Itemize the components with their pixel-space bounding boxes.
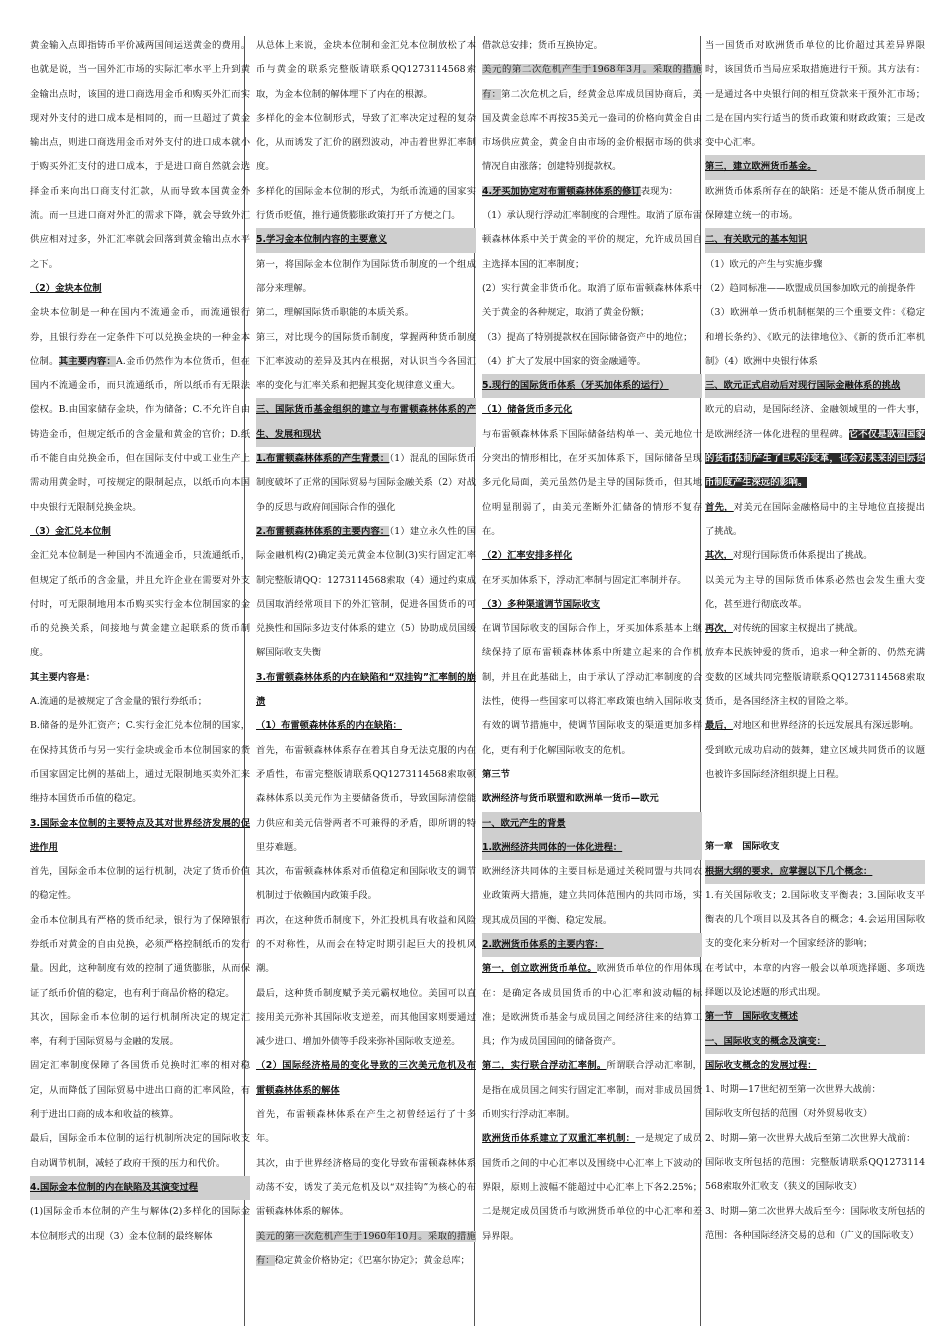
paragraph: 以美元为主导的国际货币体系必然也会发生重大变化，甚至进行彻底改革。 xyxy=(705,574,925,610)
paragraph: (1)国际金币本位制的产生与解体(2)多样化的国际金本位制形式的出现（3）金本位制的最终解体 xyxy=(30,1206,250,1242)
key-phrase: 欧洲货币体系建立了双重汇率机制： xyxy=(482,1133,636,1145)
chapter-title: 第一章 国际收支 xyxy=(705,841,780,853)
section-title: 第一节 国际收支概述 xyxy=(705,1005,925,1029)
paragraph: 欧洲经济共同体的主要目标是通过关税同盟与共同农业政策两大措施，建立共同体范围内的共同市场，实现其成员国的平衡、稳定发展。 xyxy=(482,866,702,926)
text-column-1 xyxy=(30,34,250,1249)
paragraph: （1）承认现行浮动汇率制度的合理性。取消了原布雷顿森林体系中关于黄金的平价的规定，允许成员国自主选择本国的汇率制度； xyxy=(482,210,702,270)
paragraph: 1.布雷顿森林体系的产生背景：（1）混乱的国际货币制度破坏了正常的国际贸易与国际金融关系（2）对战争的反思与政府间国际合作的强化 xyxy=(256,453,476,513)
text-column-3 xyxy=(482,34,702,1249)
text-column-4 xyxy=(705,34,925,1248)
paragraph: 欧洲货币体系所存在的缺陷：还是不能从货币制度上保障建立统一的市场。 xyxy=(705,185,925,222)
paragraph: 第一，将国际金本位制作为国际货币制度的一个组成部分来理解。 xyxy=(256,258,476,294)
key-phrase: 第一，创立欧洲货币单位。 xyxy=(482,963,597,975)
spacer xyxy=(705,787,925,835)
paragraph: 4.牙买加协定对布雷顿森林体系的修订表现为： xyxy=(482,185,678,197)
paragraph: B.储备的是外汇资产；C.实行金汇兑本位制的国家，在保持其货币与另一实行金块或金币本位制国家的货币国家固定比例的基础上，通过无限制地买卖外汇来维持本国货币币值的稳定。 xyxy=(30,720,250,805)
paragraph: 金币本位制具有严格的货币纪录，银行为了保障银行券纸币对黄金的自由兑换，必须严格控制纸币的发行量。因此，这种制度有效的控制了通货膨胀，从而保证了纸币价值的稳定，也有利于商品价格的稳定。 xyxy=(30,914,250,999)
paragraph: 黄金输入点即指铸币平价减两国间运送黄金的费用。也就是说，当一国外汇市场的实际汇率水平上升到黄金输出点时，该国的进口商选用金币和购买外汇而实现对外支付的进口成本是相同的，而一旦超过了黄金输出点，则进口商选用金币对外支付的进口成本就小于购买外汇支付的进口成本，于是进口商自然就会选择金币来向出口商支付汇款，从而导致本国黄金外流。而一旦进口商对外汇的需求下降，就会导致外汇供应相对过多，外汇汇率就会回落到黄金输出点水平之下。 xyxy=(30,40,250,270)
paragraph: 第二，实行联合浮动汇率制。所谓联合浮动汇率制，是指在成员国之间实行固定汇率制，而对非成员国货币则实行浮动汇率制。 xyxy=(482,1060,702,1121)
paragraph: 第一，创立欧洲货币单位。欧洲货币单位的作用体现在：是确定各成员国货币的中心汇率和波动幅的标准；是欧洲货币基金与成员国之间经济往来的结算工具；作为成员国国间的储备资产。 xyxy=(482,963,702,1048)
key-phrase: 第二，实行联合浮动汇率制。 xyxy=(482,1060,607,1072)
paragraph: 第二，理解国际货币职能的本质关系。 xyxy=(256,307,415,319)
key-phrase: 4.牙买加协定对布雷顿森林体系的修订 xyxy=(482,185,641,197)
paragraph: 从总体上来说，金块本位制和金汇兑本位制放松了本币与黄金的联系完整版请联系QQ1273114568索取，为金本位制的解体埋下了内在的根源。 xyxy=(256,40,476,100)
paragraph: 多样化的国际金本位制的形式，为纸币流通的国家实行货币贬值，推行通货膨胀政策打开了方便之门。 xyxy=(256,185,476,222)
paragraph: 在调节国际收支的国际合作上，牙买加体系基本上继续保持了原布雷顿森林体系中所建立起来的合作机制，并且在此基础上，由于承认了浮动汇率制度的合法性，使得一些国家可以将汇率政策也纳入国际收支有效的调节措施中，使调节国际收支的渠道更加多样化，更有利于化解国际收支的危机。 xyxy=(482,623,702,756)
paragraph: 2、时期—第一次世界大战后至第二次世界大战前： xyxy=(705,1132,916,1144)
paragraph: 美元的第二次危机产生于1968年3月。采取的措施有：第二次危机之后，经黄金总库成员国协商后，美国及黄金总库不再按35美元一盎司的价格向黄金自由市场供应黄金，黄金自由市场的金价根据市场的供求情况自由涨落；创建特别提款权。 xyxy=(482,64,702,173)
paragraph: 其次，国际金币本位制的运行机制所决定的规定汇率，有利于国际贸易与金融的发展。 xyxy=(30,1011,250,1048)
paragraph: 放弃本民族钟爱的货币，追求一种全新的、仍然充满变数的区域共同完整版请联系QQ1273114568索取货币，是各国经济主权的冒险之举。 xyxy=(705,647,925,708)
highlighted-text: 美元的第一次危机产生于1960年10月。 xyxy=(256,1230,428,1242)
section-heading: 一、国际收支的概念及演变： xyxy=(705,1030,925,1054)
paragraph: （3）提高了特别提款权在国际储备资产中的地位； xyxy=(482,331,693,343)
paragraph: 1、时期—17世纪初至第一次世界大战前： xyxy=(705,1084,881,1096)
paragraph: 国际收支所包括的范围（对外贸易收支） xyxy=(705,1108,873,1120)
paragraph: A.流通的是被规定了含金量的银行券纸币； xyxy=(30,696,208,708)
paragraph: 借款总安排；货币互换协定。 xyxy=(482,40,603,51)
highlighted-text: 美元的第二次危机产生于1968年3月。采取的措施有： xyxy=(482,64,702,100)
paragraph: 最后，对地区和世界经济的长远发展具有深远影响。 xyxy=(705,720,919,732)
paragraph: 首先，国际金币本位制的运行机制，决定了货币价值的稳定性。 xyxy=(30,866,250,902)
paragraph: 美元的第一次危机产生于1960年10月。采取的措施有：稳定黄金价格协定；《巴塞尔协定》；黄金总库； xyxy=(256,1230,476,1266)
section-heading: 5.现行的国际货币体系（牙买加体系的运行） xyxy=(482,374,702,398)
section-heading: 3.国际金本位制的主要特点及其对世界经济发展的促进作用 xyxy=(30,817,250,853)
paragraph: 在考试中，本章的内容一般会以单项选择题、多项选择题以及论述题的形式出现。 xyxy=(705,962,925,998)
paragraph: 在牙买加体系下，浮动汇率制与固定汇率制并存。 xyxy=(482,574,687,586)
paragraph: 欧元的启动，是国际经济、金融领域里的一件大事，是欧洲经济一体化进程的里程碑。它不仅是欧盟国家的货币体制产生了巨大的变革，也会对未来的国际货币制度产生深远的影响。 xyxy=(705,404,925,489)
chapter-heading: 二、有关欧元的基本知识 xyxy=(705,228,925,252)
section-heading: 3.布雷顿森林体系的内在缺陷和“双挂钩”汇率制的崩溃 xyxy=(256,671,476,708)
text-column-2 xyxy=(256,34,476,1273)
section-heading: （2）金块本位制 xyxy=(30,282,102,294)
chapter-heading: 一、欧元产生的背景 xyxy=(482,812,702,836)
paragraph: 其次，对现行国际货币体系提出了挑战。 xyxy=(705,550,873,562)
chapter-heading: 三、欧元正式启动后对现行国际金融体系的挑战 xyxy=(705,374,925,398)
paragraph: （3）欧洲单一货币机制框架的三个重要文件：《稳定和增长条约》、《欧元的法律地位》、《新的货币汇率机制》（4）欧洲中央银行体系 xyxy=(705,307,925,367)
key-phrase: 再次， xyxy=(705,623,733,635)
paragraph: 第三，对比现今的国际货币制度，掌握两种货币制度下汇率波动的差异及其内在根据，对认识当今各国汇率的变化与汇率关系和把握其变化规律意义重大。 xyxy=(256,331,476,392)
section-number: 第三节 xyxy=(482,768,510,780)
paragraph: 多样化的金本位制形式，导致了汇率决定过程的复杂化，从而诱发了汇价的剧烈波动，冲击着世界汇率制度。 xyxy=(256,112,476,173)
section-heading: 2.欧洲货币体系的主要内容： xyxy=(482,933,702,957)
section-heading: 5.学习金本位制内容的主要意义 xyxy=(256,228,476,252)
highlighted-text: 它不仅是欧盟国家的货币体制产生了巨大的变革，也会对未来的国际货币制度产生深远的影响。 xyxy=(705,428,925,489)
paragraph: 最后，这种货币制度赋予美元霸权地位。美国可以直接用美元弥补其国际收支逆差，而其他国家则要通过减少进口、增加外债等手段来弥补国际收支逆差。 xyxy=(256,987,476,1048)
paragraph: 金汇兑本位制是一种国内不流通金币，只流通纸币，但规定了纸币的含金量，并且允许企业在需要对外支付时，可无限制地用本币购买实行金本位制国家的金币的兑换关系，间接地与黄金建立起联系的货币制度。 xyxy=(30,550,250,659)
paragraph: 受到欧元成功启动的鼓舞，建立区域共同货币的议题也被许多国际经济组织提上日程。 xyxy=(705,744,925,780)
highlighted-text: 采取的措施有： xyxy=(256,1230,476,1266)
key-phrase: 1.布雷顿森林体系的产生背景： xyxy=(256,453,390,465)
chapter-heading: 三、国际货币基金组织的建立与布雷顿森林体系的产生、发展和现状 xyxy=(256,398,476,447)
key-phrase: 2.布雷顿森林体系的主要内容： xyxy=(256,525,390,537)
paragraph: 首先，对美元在国际金融格局中的主导地位直接提出了挑战。 xyxy=(705,501,925,537)
key-phrase: 最后， xyxy=(705,720,733,732)
subheading: （1）布雷顿森林体系的内在缺陷： xyxy=(256,720,402,732)
paragraph: 再次，在这种货币制度下，外汇投机具有收益和风险的不对称性，从而会在特定时期引起巨大的投机风潮。 xyxy=(256,914,476,975)
section-title: 欧洲经济与货币联盟和欧洲单一货币—欧元 xyxy=(482,793,659,805)
section-heading: 1.欧洲经济共同体的一体化进程： xyxy=(482,836,702,860)
paragraph: （4）扩大了发展中国家的资金融通等。 xyxy=(482,355,646,367)
paragraph: 当一国货币对欧洲货币单位的比价超过其差异界限时，该国货币当局应采取措施进行干预。其方法有：一是通过各中央银行间的相互贷款来干预外汇市场；二是在国内实行适当的货币政策和财政政策；三是改变中心汇率。 xyxy=(705,40,925,149)
subheading: （2）汇率安排多样化 xyxy=(482,550,573,562)
subheading: （1）储备货币多元化 xyxy=(482,404,573,416)
paragraph: 其次，由于世界经济格局的变化导致布雷顿森林体系动荡不安，诱发了美元危机及以“双挂钩”为核心的布雷顿森林体系的解体。 xyxy=(256,1157,476,1218)
paragraph: (2）实行黄金非货币化。取消了原布雷顿森林体系中关于黄金的各种规定，取消了黄金份额； xyxy=(482,282,702,319)
section-heading: 4.国际金本位制的内在缺陷及其演变过程 xyxy=(30,1176,250,1200)
section-heading: 根据大纲的要求，应掌握以下几个概念： xyxy=(705,860,925,884)
paragraph: 2.布雷顿森林体系的主要内容：（1）建立永久性的国际金融机构(2)确定美元黄金本位制(3)实行固定汇率制完整版请QQ：1273114568索取（4）通过约束成员国取消经常项目下的外汇管制，促进各国货币的可兑换性和国际多边支付体系的建立（5）协助成员国缓解国际收支失衡 xyxy=(256,525,476,659)
key-phrase: 其主要内容： xyxy=(58,355,117,367)
key-phrase: 首先， xyxy=(705,501,734,513)
subheading: （2）国际经济格局的变化导致的三次美元危机及布雷顿森林体系的解体 xyxy=(256,1060,476,1096)
paragraph: 国际收支所包括的范围：完整版请联系QQ1273114568索取外汇收支（狭义的国际收支） xyxy=(705,1157,925,1193)
paragraph: 首先，布雷顿森林体系在产生之初曾经运行了十多年。 xyxy=(256,1109,476,1145)
paragraph: 再次，对传统的国家主权提出了挑战。 xyxy=(705,623,864,635)
subheading: 其主要内容是： xyxy=(30,671,96,683)
paragraph: 最后，国际金币本位制的运行机制所决定的国际收支自动调节机制，减轻了政府干预的压力和代价。 xyxy=(30,1133,250,1169)
paragraph: 其次，布雷顿森林体系对币值稳定和国际收支的调节机制过于依赖国内政策手段。 xyxy=(256,866,476,902)
paragraph: 金块本位制是一种在国内不流通金币，而流通银行券，且银行券在一定条件下可以兑换金块的一种金本位制。其主要内容：A.金币仍然作为本位货币，但在国内不流通金币，而只流通纸币，所以纸币有无限法偿权。B.由国家储存金块，作为储备；C.不允许自由铸造金币，但规定纸币的含金量和黄金的官价；D.纸币不能自由兑换金币，但在国际支付中或工业生产上需动用黄金时，可按规定的限制起点，以纸币向本国中央银行无限制兑换金块。 xyxy=(30,307,250,513)
paragraph: 固定汇率制度保障了各国货币兑换时汇率的相对稳定，从而降低了国际贸易中进出口商的汇率风险，有利于进出口商的成本和收益的核算。 xyxy=(30,1060,250,1121)
paragraph: （1）欧元的产生与实施步骤 xyxy=(705,258,823,270)
paragraph: （2）趋同标准——欧盟成员国参加欧元的前提条件 xyxy=(705,282,916,294)
section-heading: （3）金汇兑本位制 xyxy=(30,525,111,537)
paragraph: 欧洲货币体系建立了双重汇率机制：一是规定了成员国货币之间的中心汇率以及围绕中心汇率上下波动的界限，原则上波幅不能超过中心汇率上下各2.25%；二是规定成员国货币与欧洲货币单位的中心汇率和差异界限。 xyxy=(482,1133,702,1242)
paragraph: 与布雷顿森林体系下国际储备结构单一、美元地位十分突出的情形相比，在牙买加体系下，国际储备呈现多元化局面，美元虽然仍是主导的国际货币，但其地位明显削弱了，由美元垄断外汇储备的情形不复存在。 xyxy=(482,428,702,537)
subheading: 国际收支概念的发展过程： xyxy=(705,1059,817,1071)
section-heading: 第三，建立欧洲货币基金。 xyxy=(705,155,925,179)
paragraph: 3、时期—第二次世界大战后至今：国际收支所包括的范围：各种国际经济交易的总和（广义的国际收支） xyxy=(705,1205,925,1241)
paragraph: 首先，布雷顿森林体系存在着其自身无法克服的内在矛盾性，布雷完整版请联系QQ1273114568索取顿森林体系以美元作为主要储备货币，导致国际清偿能力供应和美元信誉两者不可兼得的矛盾，即所谓的特里芬难题。 xyxy=(256,744,476,853)
paragraph: 1.有关国际收支；2.国际收支平衡表；3.国际收支平衡表的几个项目以及其各自的概念；4.会运用国际收支的变化来分析对一个国家经济的影响； xyxy=(705,889,925,950)
key-phrase: 其次， xyxy=(705,550,733,562)
subheading: （3）多种渠道调节国际收支 xyxy=(482,598,601,610)
